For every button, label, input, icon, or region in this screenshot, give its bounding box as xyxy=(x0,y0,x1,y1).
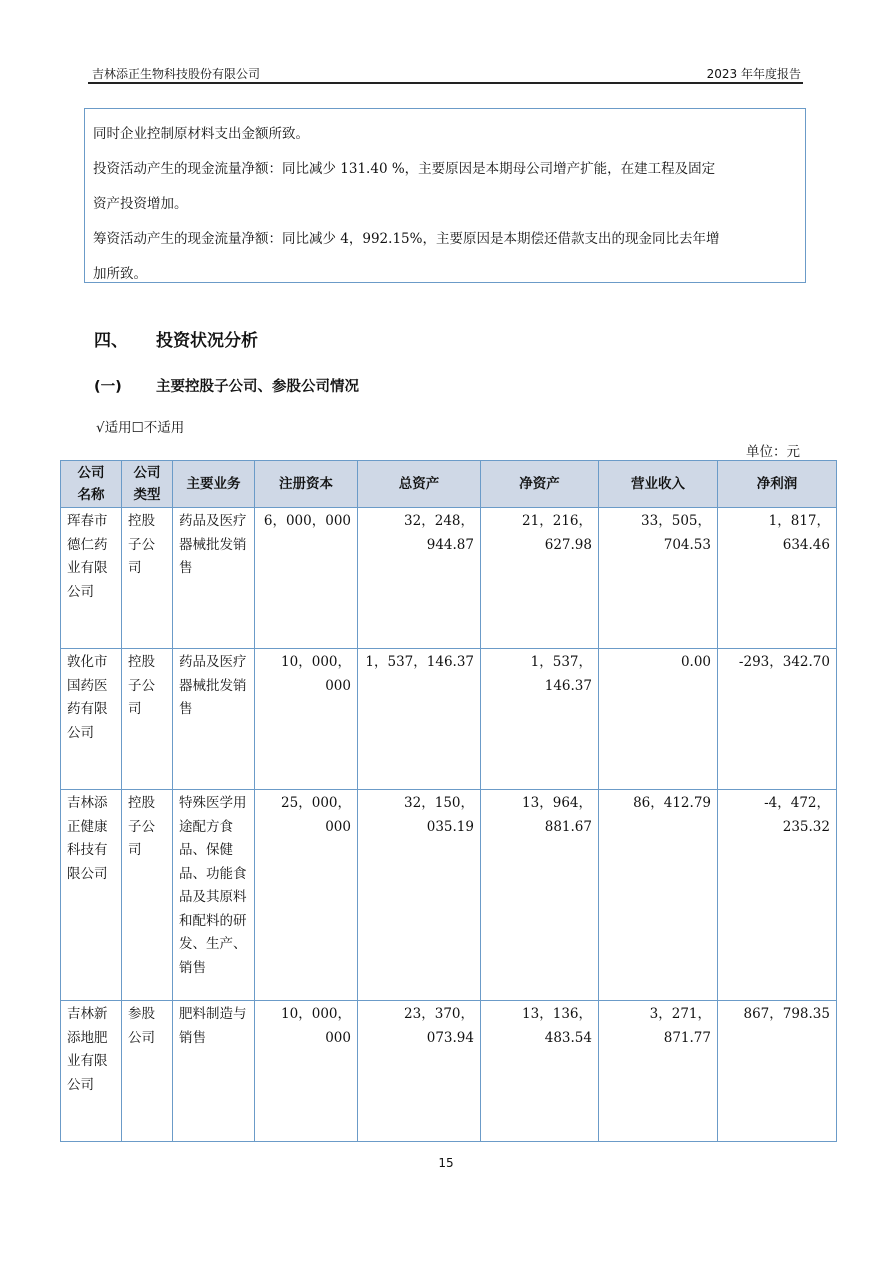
box-line: 投资活动产生的现金流量净额：同比减少 131.40 %，主要原因是本期母公司增产扩能，在建工程及固定 xyxy=(93,161,716,177)
report-title: 2023 年年度报告 xyxy=(706,67,801,81)
page-header xyxy=(88,62,803,84)
table-row xyxy=(61,508,837,649)
company-name: 吉林添正生物科技股份有限公司 xyxy=(92,67,261,81)
col-header: 营业收入 xyxy=(599,461,718,508)
company-name-cell: 吉林新添地肥业有限公司 xyxy=(61,1001,122,1142)
page-number: 15 xyxy=(438,1156,454,1170)
col-header: 公司类型 xyxy=(122,461,173,508)
table-row xyxy=(61,790,837,1001)
applicability-note: √适用☐不适用 xyxy=(96,420,185,436)
col-header: 净资产 xyxy=(481,461,599,508)
registered-capital-cell: 10，000，000 xyxy=(255,649,358,790)
company-name-cell: 吉林添正健康科技有限公司 xyxy=(61,790,122,1001)
subsection-title: 主要控股子公司、参股公司情况 xyxy=(156,379,359,395)
col-header: 公司名称 xyxy=(61,461,122,508)
business-cell: 肥料制造与销售 xyxy=(173,1001,255,1142)
section-title: 投资状况分析 xyxy=(156,331,258,351)
company-name-cell: 珲春市德仁药业有限公司 xyxy=(61,508,122,649)
subsection-heading xyxy=(94,375,359,396)
company-type-cell: 控股子公司 xyxy=(122,508,173,649)
net-profit-cell: 1，817，634.46 xyxy=(718,508,837,649)
box-line: 筹资活动产生的现金流量净额：同比减少 4，992.15%，主要原因是本期偿还借款支出的现金同比去年增 xyxy=(93,231,720,247)
net-assets-cell: 13，964，881.67 xyxy=(481,790,599,1001)
total-assets-cell: 23，370，073.94 xyxy=(358,1001,481,1142)
net-assets-cell: 13，136，483.54 xyxy=(481,1001,599,1142)
business-cell: 药品及医疗器械批发销售 xyxy=(173,649,255,790)
company-type-cell: 控股子公司 xyxy=(122,790,173,1001)
revenue-cell: 0.00 xyxy=(599,649,718,790)
col-header: 净利润 xyxy=(718,461,837,508)
registered-capital-cell: 6，000，000 xyxy=(255,508,358,649)
subsection-number: (一) xyxy=(94,379,122,395)
section-heading xyxy=(94,326,258,351)
box-line: 资产投资增加。 xyxy=(93,196,188,212)
net-profit-cell: -4，472，235.32 xyxy=(718,790,837,1001)
revenue-cell: 33，505，704.53 xyxy=(599,508,718,649)
net-profit-cell: -293，342.70 xyxy=(718,649,837,790)
net-assets-cell: 1，537，146.37 xyxy=(481,649,599,790)
business-cell: 药品及医疗器械批发销售 xyxy=(173,508,255,649)
col-header: 主要业务 xyxy=(173,461,255,508)
revenue-cell: 3，271，871.77 xyxy=(599,1001,718,1142)
col-header: 注册资本 xyxy=(255,461,358,508)
col-header: 总资产 xyxy=(358,461,481,508)
subsidiary-table xyxy=(60,460,837,1142)
company-name-cell: 敦化市国药医药有限公司 xyxy=(61,649,122,790)
table-header-row xyxy=(61,461,837,508)
total-assets-cell: 32，248，944.87 xyxy=(358,508,481,649)
box-line: 加所致。 xyxy=(93,266,147,282)
box-line: 同时企业控制原材料支出金额所致。 xyxy=(93,126,309,142)
table-row xyxy=(61,649,837,790)
net-profit-cell: 867，798.35 xyxy=(718,1001,837,1142)
total-assets-cell: 32，150，035.19 xyxy=(358,790,481,1001)
business-cell: 特殊医学用途配方食品、保健品、功能食品及其原料和配料的研发、生产、销售 xyxy=(173,790,255,1001)
revenue-cell: 86，412.79 xyxy=(599,790,718,1001)
cashflow-note-box xyxy=(84,108,806,283)
company-type-cell: 参股公司 xyxy=(122,1001,173,1142)
company-type-cell: 控股子公司 xyxy=(122,649,173,790)
registered-capital-cell: 25，000，000 xyxy=(255,790,358,1001)
unit-label: 单位：元 xyxy=(746,444,800,460)
table-row xyxy=(61,1001,837,1142)
section-number: 四、 xyxy=(94,331,128,351)
net-assets-cell: 21，216，627.98 xyxy=(481,508,599,649)
total-assets-cell: 1，537，146.37 xyxy=(358,649,481,790)
registered-capital-cell: 10，000，000 xyxy=(255,1001,358,1142)
